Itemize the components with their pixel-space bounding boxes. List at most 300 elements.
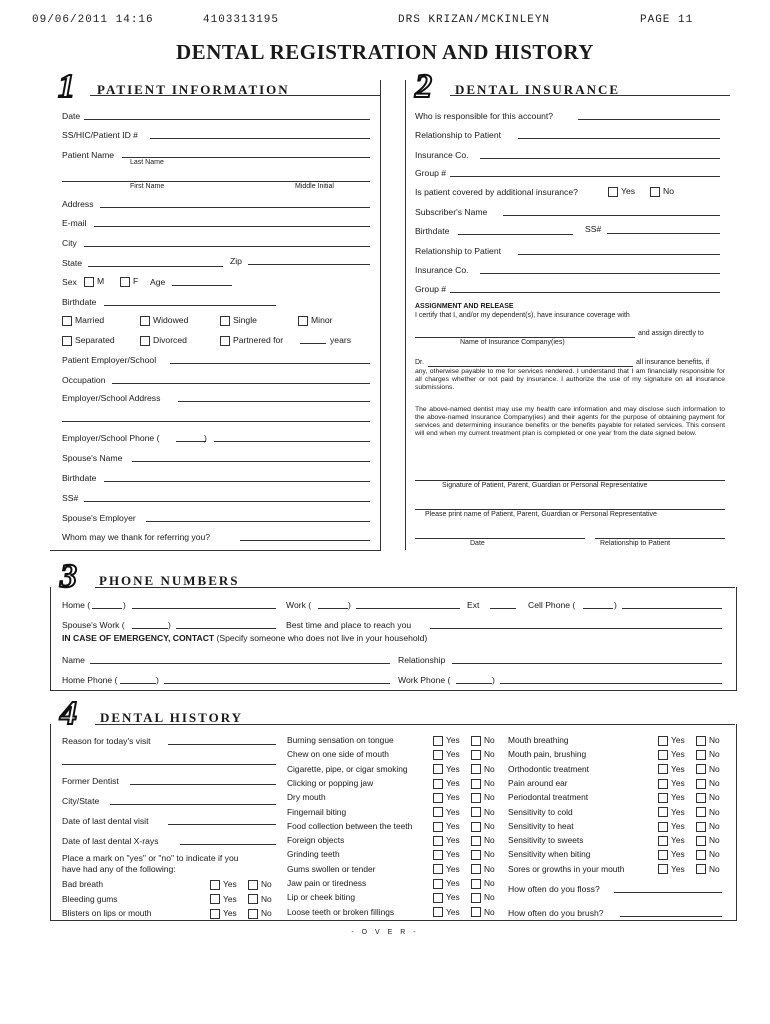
history-no-label: No: [484, 849, 495, 860]
signature-field[interactable]: [415, 480, 725, 481]
history-no-option[interactable]: [696, 821, 720, 832]
history-no-checkbox[interactable]: [696, 850, 706, 860]
history-yes-option[interactable]: [658, 807, 685, 818]
employer-phone-field[interactable]: [214, 441, 370, 442]
history-no-checkbox[interactable]: [696, 793, 706, 803]
history-no-checkbox[interactable]: [696, 822, 706, 832]
history-yes-checkbox[interactable]: [433, 779, 443, 789]
history-item-label: Orthodontic treatment: [508, 763, 589, 774]
partnered-checkbox[interactable]: [220, 336, 230, 346]
history-yes-option[interactable]: [210, 908, 237, 919]
group-field[interactable]: [450, 176, 720, 177]
work-phone-label: Work (: [286, 600, 312, 610]
best-time-label: Best time and place to reach you: [286, 620, 412, 630]
employer-label: Patient Employer/School: [62, 355, 157, 365]
paren-close: ): [492, 675, 495, 685]
cell-area-field[interactable]: [583, 608, 613, 609]
place-mark-label: Place a mark on "yes" or "no" to indicate if you: [62, 853, 239, 863]
spouse-birthdate-label: Birthdate: [62, 473, 97, 483]
history-no-label: No: [484, 749, 495, 760]
history-yes-option[interactable]: [433, 807, 460, 818]
history-no-option[interactable]: [696, 792, 720, 803]
single-checkbox[interactable]: [220, 316, 230, 326]
last-name-field[interactable]: [122, 157, 370, 158]
history-yes-checkbox[interactable]: [433, 836, 443, 846]
spouse-employer-field[interactable]: [146, 521, 370, 522]
ext-label: Ext: [467, 600, 480, 610]
history-no-option[interactable]: [471, 749, 495, 760]
separated-option[interactable]: Separated: [62, 335, 115, 346]
history-yes-option[interactable]: [433, 735, 460, 746]
history-yes-label: Yes: [671, 735, 685, 745]
history-yes-checkbox[interactable]: [658, 793, 668, 803]
history-yes-checkbox[interactable]: [433, 793, 443, 803]
history-yes-checkbox[interactable]: [433, 850, 443, 860]
history-no-option[interactable]: [471, 878, 495, 889]
sex-f-checkbox[interactable]: [120, 277, 130, 287]
history-no-label: No: [709, 763, 720, 774]
widowed-checkbox[interactable]: [140, 316, 150, 326]
city-state-field[interactable]: [110, 804, 276, 805]
sex-m-option[interactable]: [84, 276, 104, 287]
group2-field[interactable]: [450, 292, 720, 293]
history-yes-option[interactable]: [433, 764, 460, 775]
history-no-option[interactable]: [696, 864, 720, 875]
history-yes-label: Yes: [446, 863, 460, 874]
history-yes-option[interactable]: [433, 907, 460, 918]
history-no-checkbox[interactable]: [696, 779, 706, 789]
fax-office: DRS KRIZAN/MCKINLEYN: [398, 14, 551, 26]
years-label: years: [330, 335, 352, 345]
history-yes-checkbox[interactable]: [433, 822, 443, 832]
history-yes-option[interactable]: [658, 764, 685, 775]
history-no-checkbox[interactable]: [248, 909, 258, 919]
history-yes-label: Yes: [446, 835, 460, 846]
history-yes-checkbox[interactable]: [433, 893, 443, 903]
history-yes-option[interactable]: [210, 879, 237, 890]
history-no-label: No: [709, 749, 720, 760]
email-field[interactable]: [94, 226, 370, 227]
paren-close: ): [614, 600, 617, 610]
reason-label: Reason for today's visit: [62, 736, 151, 746]
history-yes-label: Yes: [671, 863, 685, 874]
history-no-checkbox[interactable]: [471, 793, 481, 803]
history-yes-option[interactable]: [658, 821, 685, 832]
insurance-company-name-field[interactable]: [415, 337, 635, 338]
patient-name-label: Patient Name: [62, 150, 115, 160]
history-yes-checkbox[interactable]: [658, 836, 668, 846]
print-name-caption: Please print name of Patient, Parent, Guardian or Personal Representative: [425, 511, 657, 518]
history-yes-label: Yes: [446, 849, 460, 860]
history-no-option[interactable]: [471, 792, 495, 803]
relationship-label: Relationship to Patient: [415, 130, 501, 140]
fax-phone: 4103313195: [203, 14, 280, 26]
employer-address-field-2[interactable]: [62, 421, 370, 422]
group-label: Group #: [415, 168, 447, 178]
history-yes-option[interactable]: [433, 878, 460, 889]
history-no-option[interactable]: [471, 892, 495, 903]
responsible-field[interactable]: [578, 119, 720, 120]
history-no-label: No: [484, 806, 495, 817]
paren-close: ): [156, 675, 159, 685]
release-date-field[interactable]: [415, 538, 585, 539]
history-no-label: No: [484, 892, 495, 903]
history-yes-checkbox[interactable]: [658, 764, 668, 774]
ss-field[interactable]: [150, 138, 370, 139]
last-xray-field[interactable]: [180, 844, 276, 845]
history-item-label: Grinding teeth: [287, 849, 340, 860]
history-item-label: Sores or growths in your mouth: [508, 863, 625, 874]
history-item-label: Bad breath: [62, 879, 103, 889]
partnered-option[interactable]: Partnered for: [220, 335, 283, 346]
history-no-checkbox[interactable]: [248, 880, 258, 890]
history-no-option[interactable]: [696, 764, 720, 775]
emergency-name-label: Name: [62, 655, 85, 665]
floss-label: How often do you floss?: [508, 884, 600, 894]
insurance-co2-field[interactable]: [480, 273, 720, 274]
state-label: State: [62, 258, 83, 268]
history-no-option[interactable]: [696, 778, 720, 789]
history-no-checkbox[interactable]: [248, 894, 258, 904]
history-yes-label: Yes: [223, 908, 237, 918]
sub-ss-field[interactable]: [607, 233, 720, 234]
group2-label: Group #: [415, 284, 447, 294]
employer-field[interactable]: [170, 363, 370, 364]
history-item-label: Jaw pain or tiredness: [287, 878, 367, 888]
divorced-checkbox[interactable]: [140, 336, 150, 346]
history-no-option[interactable]: [696, 835, 720, 846]
history-no-checkbox[interactable]: [471, 822, 481, 832]
emergency-home-phone-label: Home Phone (: [62, 675, 118, 685]
history-yes-checkbox[interactable]: [658, 779, 668, 789]
history-no-checkbox[interactable]: [471, 907, 481, 917]
paren-close: ): [168, 620, 171, 630]
employer-phone-area[interactable]: [176, 441, 206, 442]
history-yes-option[interactable]: [658, 778, 685, 789]
floss-field[interactable]: [614, 892, 722, 893]
history-yes-checkbox[interactable]: [658, 822, 668, 832]
zip-field[interactable]: [248, 264, 370, 265]
history-no-option[interactable]: [471, 821, 495, 832]
history-no-checkbox[interactable]: [471, 879, 481, 889]
spouse-work-label: Spouse's Work (: [62, 620, 125, 630]
spouse-birthdate-field[interactable]: [104, 481, 370, 482]
history-no-option[interactable]: [248, 879, 272, 890]
history-no-label: No: [484, 878, 495, 888]
history-yes-label: Yes: [446, 806, 460, 817]
history-no-option[interactable]: [248, 894, 272, 905]
relationship2-label: Relationship to Patient: [415, 246, 501, 256]
history-yes-checkbox[interactable]: [433, 764, 443, 774]
history-item-label: Fingernail biting: [287, 806, 347, 817]
emergency-relationship-field[interactable]: [452, 663, 722, 664]
history-no-label: No: [261, 893, 272, 904]
history-yes-option[interactable]: [433, 778, 460, 789]
history-no-checkbox[interactable]: [696, 864, 706, 874]
additional-yes-option[interactable]: Yes: [608, 186, 635, 197]
sex-f-option[interactable]: [120, 276, 138, 287]
history-no-checkbox[interactable]: [471, 836, 481, 846]
history-no-checkbox[interactable]: [471, 779, 481, 789]
employer-phone-label: Employer/School Phone (: [62, 433, 160, 443]
history-yes-label: Yes: [446, 878, 460, 888]
home-phone-label: Home (: [62, 600, 91, 610]
history-item-label: Blisters on lips or mouth: [62, 908, 152, 918]
history-item-label: Foreign objects: [287, 835, 345, 846]
spouse-name-field[interactable]: [132, 461, 370, 462]
emergency-bold: IN CASE OF EMERGENCY, CONTACT: [62, 633, 215, 643]
separated-checkbox[interactable]: [62, 336, 72, 346]
history-yes-option[interactable]: [658, 735, 685, 746]
release-date-caption: Date: [470, 540, 485, 547]
history-yes-checkbox[interactable]: [658, 864, 668, 874]
history-yes-option[interactable]: [433, 892, 460, 903]
spouse-ss-field[interactable]: [84, 501, 370, 502]
history-yes-option[interactable]: [433, 864, 460, 875]
history-yes-option[interactable]: [433, 821, 460, 832]
reason-field-2[interactable]: [62, 764, 276, 765]
history-yes-checkbox[interactable]: [433, 750, 443, 760]
emergency-home-phone-field[interactable]: [164, 683, 390, 684]
additional-no-option[interactable]: No: [650, 186, 674, 197]
history-yes-label: Yes: [671, 820, 685, 831]
history-yes-option[interactable]: [433, 835, 460, 846]
history-yes-option[interactable]: [433, 792, 460, 803]
cell-phone-label: Cell Phone (: [528, 600, 576, 610]
emergency-home-area-field[interactable]: [120, 683, 156, 684]
form-title: DENTAL REGISTRATION AND HISTORY: [176, 40, 594, 64]
address-field[interactable]: [100, 207, 370, 208]
history-yes-option[interactable]: [658, 864, 685, 875]
referral-field[interactable]: [240, 540, 370, 541]
last-name-caption: Last Name: [130, 159, 164, 166]
dentist-name-field[interactable]: [428, 366, 633, 367]
history-yes-checkbox[interactable]: [433, 864, 443, 874]
section-4-header: DENTAL HISTORY: [100, 710, 244, 725]
history-no-option[interactable]: [471, 807, 495, 818]
paren-close: ): [204, 433, 207, 443]
history-item-label: Loose teeth or broken fillings: [287, 906, 395, 917]
history-yes-checkbox[interactable]: [210, 909, 220, 919]
emergency-name-field[interactable]: [90, 663, 390, 664]
birthdate-field[interactable]: [104, 305, 276, 306]
employer-address-field[interactable]: [178, 401, 370, 402]
history-no-option[interactable]: [696, 735, 720, 746]
former-dentist-label: Former Dentist: [62, 776, 119, 786]
first-name-caption: First Name: [130, 183, 165, 190]
section-2-header: DENTAL INSURANCE: [455, 82, 621, 97]
history-no-checkbox[interactable]: [696, 836, 706, 846]
spouse-work-field[interactable]: [176, 628, 276, 629]
married-checkbox[interactable]: [62, 316, 72, 326]
state-field[interactable]: [88, 266, 223, 267]
best-time-field[interactable]: [430, 628, 722, 629]
history-no-option[interactable]: [696, 749, 720, 760]
history-item-label: Lip or cheek biting: [287, 892, 355, 903]
history-no-option[interactable]: [696, 807, 720, 818]
history-item-label: Periodontal treatment: [508, 792, 589, 803]
print-name-field[interactable]: [415, 509, 725, 510]
insurance-name-caption: Name of Insurance Company(ies): [460, 339, 565, 346]
history-yes-label: Yes: [671, 749, 685, 760]
section-number-1: 1: [58, 68, 75, 105]
history-yes-option[interactable]: [433, 849, 460, 860]
widowed-option[interactable]: Widowed: [140, 315, 188, 326]
date-field[interactable]: [84, 119, 370, 120]
history-no-checkbox[interactable]: [696, 750, 706, 760]
history-no-checkbox[interactable]: [471, 850, 481, 860]
home-area-field[interactable]: [92, 608, 122, 609]
history-no-checkbox[interactable]: [471, 893, 481, 903]
relationship2-field[interactable]: [518, 254, 720, 255]
subscriber-field[interactable]: [503, 215, 720, 216]
zip-label: Zip: [230, 256, 242, 266]
cell-phone-field[interactable]: [622, 608, 722, 609]
spouse-employer-label: Spouse's Employer: [62, 513, 136, 523]
history-no-label: No: [484, 906, 495, 917]
history-no-option[interactable]: [248, 908, 272, 919]
history-item-label: Sensitivity to cold: [508, 806, 573, 817]
history-no-checkbox[interactable]: [471, 807, 481, 817]
history-no-option[interactable]: [471, 764, 495, 775]
history-yes-option[interactable]: [658, 792, 685, 803]
emergency-work-phone-label: Work Phone (: [398, 675, 451, 685]
home-phone-field[interactable]: [132, 608, 276, 609]
brush-field[interactable]: [620, 916, 722, 917]
email-label: E-mail: [62, 218, 87, 228]
history-no-option[interactable]: [696, 849, 720, 860]
sub-birthdate-field[interactable]: [458, 234, 573, 235]
partnered-years-field[interactable]: [300, 343, 326, 344]
history-yes-label: Yes: [446, 892, 460, 903]
work-phone-field[interactable]: [356, 608, 460, 609]
history-no-checkbox[interactable]: [471, 764, 481, 774]
history-item-label: Cigarette, pipe, or cigar smoking: [287, 763, 408, 774]
minor-option[interactable]: Minor: [298, 315, 333, 326]
additional-no-checkbox[interactable]: [650, 187, 660, 197]
history-no-checkbox[interactable]: [696, 807, 706, 817]
history-yes-label: Yes: [446, 820, 460, 831]
reason-field[interactable]: [168, 744, 276, 745]
sex-m-checkbox[interactable]: [84, 277, 94, 287]
ext-field[interactable]: [490, 608, 516, 609]
insurance-co-field[interactable]: [480, 158, 720, 159]
work-area-field[interactable]: [318, 608, 348, 609]
history-no-option[interactable]: [471, 778, 495, 789]
history-yes-checkbox[interactable]: [210, 880, 220, 890]
history-no-option[interactable]: [471, 835, 495, 846]
history-yes-checkbox[interactable]: [658, 850, 668, 860]
history-yes-label: Yes: [671, 777, 685, 788]
history-item-label: Dry mouth: [287, 792, 326, 803]
former-dentist-field[interactable]: [130, 784, 276, 785]
history-yes-label: Yes: [446, 763, 460, 774]
sub-birthdate-label: Birthdate: [415, 226, 450, 236]
history-yes-option[interactable]: [433, 749, 460, 760]
emergency-work-phone-field[interactable]: [500, 683, 722, 684]
release-relationship-caption: Relationship to Patient: [600, 540, 671, 547]
age-field[interactable]: [172, 285, 232, 286]
relationship-field[interactable]: [518, 138, 720, 139]
occupation-field[interactable]: [112, 383, 370, 384]
history-yes-label: Yes: [671, 806, 685, 817]
address-label: Address: [62, 199, 94, 209]
history-yes-checkbox[interactable]: [433, 907, 443, 917]
additional-yes-checkbox[interactable]: [608, 187, 618, 197]
history-yes-option[interactable]: [658, 835, 685, 846]
assignment-text-2: any, otherwise payable to me for services rendered. I understand that I am financially responsible for all charges whether or not paid by insurance. I authorize the use of my signature on all insurance submissions.: [415, 368, 725, 391]
history-no-option[interactable]: [471, 735, 495, 746]
city-field[interactable]: [84, 246, 370, 247]
history-no-option[interactable]: [471, 907, 495, 918]
first-name-field[interactable]: [62, 181, 370, 182]
ss-label: SS/HIC/Patient ID #: [62, 130, 138, 140]
history-no-label: No: [484, 777, 495, 788]
release-relationship-field[interactable]: [595, 538, 725, 539]
history-no-checkbox[interactable]: [696, 736, 706, 746]
history-no-label: No: [709, 735, 720, 745]
history-no-label: No: [484, 835, 495, 846]
history-no-checkbox[interactable]: [471, 736, 481, 746]
history-item-label: Bleeding gums: [62, 893, 118, 904]
history-yes-checkbox[interactable]: [433, 736, 443, 746]
history-no-option[interactable]: [471, 849, 495, 860]
history-yes-option[interactable]: [658, 849, 685, 860]
date-label: Date: [62, 111, 81, 121]
history-yes-label: Yes: [671, 763, 685, 774]
history-yes-checkbox[interactable]: [658, 750, 668, 760]
history-no-label: No: [709, 863, 720, 874]
section-3-header: PHONE NUMBERS: [99, 573, 240, 588]
history-no-label: No: [709, 849, 720, 860]
history-yes-checkbox[interactable]: [433, 879, 443, 889]
assignment-title: ASSIGNMENT AND RELEASE: [415, 303, 514, 310]
history-no-checkbox[interactable]: [471, 750, 481, 760]
fax-page: PAGE 11: [640, 14, 694, 26]
single-option[interactable]: Single: [220, 315, 257, 326]
history-yes-label: Yes: [446, 777, 460, 788]
spouse-ss-label: SS#: [62, 493, 79, 503]
history-yes-checkbox[interactable]: [658, 736, 668, 746]
history-item-label: Sensitivity to sweets: [508, 835, 584, 846]
last-visit-field[interactable]: [168, 824, 276, 825]
history-yes-checkbox[interactable]: [433, 807, 443, 817]
history-no-label: No: [484, 820, 495, 831]
fax-datetime: 09/06/2011 14:16: [32, 14, 154, 26]
history-yes-checkbox[interactable]: [658, 807, 668, 817]
married-option[interactable]: Married: [62, 315, 104, 326]
history-no-checkbox[interactable]: [696, 764, 706, 774]
referral-label: Whom may we thank for referring you?: [62, 532, 211, 542]
history-yes-option[interactable]: [658, 749, 685, 760]
emergency-relationship-label: Relationship: [398, 655, 446, 665]
history-yes-checkbox[interactable]: [210, 894, 220, 904]
paren-close: ): [123, 600, 126, 610]
history-yes-label: Yes: [223, 879, 237, 889]
history-no-label: No: [484, 863, 495, 874]
history-no-checkbox[interactable]: [471, 864, 481, 874]
divorced-option[interactable]: Divorced: [140, 335, 187, 346]
history-no-option[interactable]: [471, 864, 495, 875]
spouse-work-area-field[interactable]: [132, 628, 168, 629]
history-yes-label: Yes: [671, 849, 685, 860]
history-yes-option[interactable]: [210, 894, 237, 905]
minor-checkbox[interactable]: [298, 316, 308, 326]
history-no-label: No: [709, 777, 720, 788]
city-state-label: City/State: [62, 796, 100, 806]
place-mark-label-2: have had any of the following:: [62, 864, 176, 874]
emergency-work-area-field[interactable]: [456, 683, 492, 684]
